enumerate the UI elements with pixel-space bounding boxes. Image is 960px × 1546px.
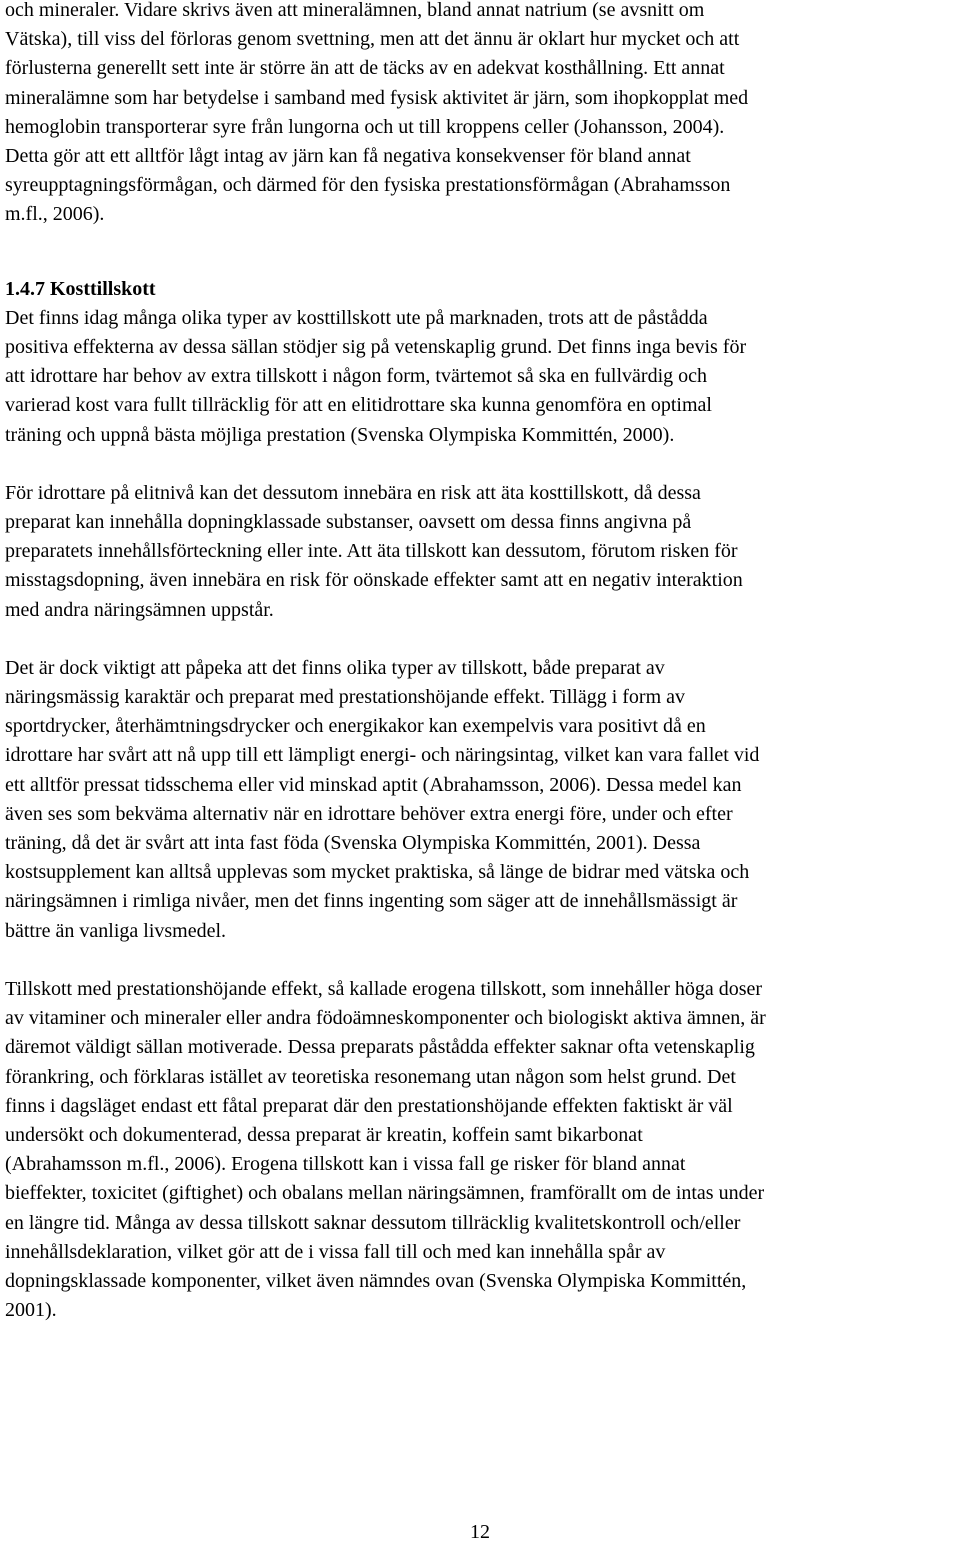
document-page bbox=[5, 0, 957, 1325]
paragraph-4: Tillskott med prestationshöjande effekt, så kallade erogena tillskott, som innehåller höga doser av vitaminer och mineraler eller andra födoämneskomponenter och biologiskt aktiva ämnen, är däremot väldigt sällan motiverade. Dessa preparats påstådda effekter saknar ofta vetenskaplig förankring, och förklaras istället av teoretiska resonemang utan någon som helst grund. Det finns i dagsläget endast ett fåtal preparat där den prestationshöjande effekten faktiskt är väl undersökt och dokumenterad, dessa preparat är kreatin, koffein samt bikarbonat (Abrahamsson m.fl., 2006). Erogena tillskott kan i vissa fall ge risker för bland annat bieffekter, toxicitet (giftighet) och obalans mellan näringsämnen, framförallt om de intas under en längre tid. Många av dessa tillskott saknar dessutom tillräcklig kvalitetskontroll och/eller innehållsdeklaration, vilket gör att de i vissa fall till och med kan innehålla spår av dopningsklassade komponenter, vilket även nämndes ovan (Svenska Olympiska Kommittén, 2001). bbox=[5, 977, 766, 1322]
paragraph-1: Det finns idag många olika typer av kosttillskott ute på marknaden, trots att de påstådda positiva effekterna av dessa sällan stödjer sig på vetenskaplig grund. Det finns inga bevis för att idrottare har behov av extra tillskott i någon form, tvärtemot så ska en fullvärdig och varierad kost vara fullt tillräcklig för att en elitidrottare ska kunna genomföra en optimal träning och uppnå bästa möjliga prestation (Svenska Olympiska Kommittén, 2000). bbox=[5, 306, 747, 446]
paragraph-intro: och mineraler. Vidare skrivs även att mineralämnen, bland annat natrium (se avsnitt om Vätska), till viss del förloras genom svettning, men att det ännu är oklart hur mycket och att förlusterna generellt sett inte är större än att de täcks av en adekvat kosthållning. Ett annat mineralämne som har betydelse i samband med fysisk aktivitet är järn, som ihopkopplat med hemoglobin transporterar syre från lungorna och ut till kroppens celler (Johansson, 2004). Detta gör att ett alltför lågt intag av järn kan få negativa konsekvenser för bland annat syreupptagningsförmågan, och därmed för den fysiska prestationsförmågan (Abrahamsson m.fl., 2006). bbox=[5, 0, 749, 226]
section-heading: 1.4.7 Kosttillskott bbox=[5, 277, 156, 300]
paragraph-3: Det är dock viktigt att påpeka att det finns olika typer av tillskott, både preparat av näringsmässig karaktär och preparat med prestationshöjande effekt. Tillägg i form av sportdrycker, återhämtningsdrycker och energikakor kan exempelvis vara positivt då en idrottare har svårt att nå upp till ett lämpligt energi- och näringsintag, vilket kan vara fallet vid ett alltför pressat tidsschema eller vid minskad aptit (Abrahamsson, 2006). Dessa medel kan även ses som bekväma alternativ när en idrottare behöver extra energi före, under och efter träning, då det är svårt att inta fast föda (Svenska Olympiska Kommittén, 2001). Dessa kostsupplement kan alltså upplevas som mycket praktiska, så länge de bidrar med vätska och näringsämnen i rimliga nivåer, men det finns ingenting som säger att de innehållsmässigt är bättre än vanliga livsmedel. bbox=[5, 656, 760, 942]
paragraph-2: För idrottare på elitnivå kan det dessutom innebära en risk att äta kosttillskott, då dessa preparat kan innehålla dopningklassade substanser, oavsett om dessa finns angivna på preparatets innehållsförteckning eller inte. Att äta tillskott kan dessutom, förutom risken för misstagsdopning, även innebära en risk för oönskade effekter samt att en negativ interaktion med andra näringsämnen uppstår. bbox=[5, 481, 743, 621]
page-number: 12 bbox=[470, 1521, 490, 1543]
